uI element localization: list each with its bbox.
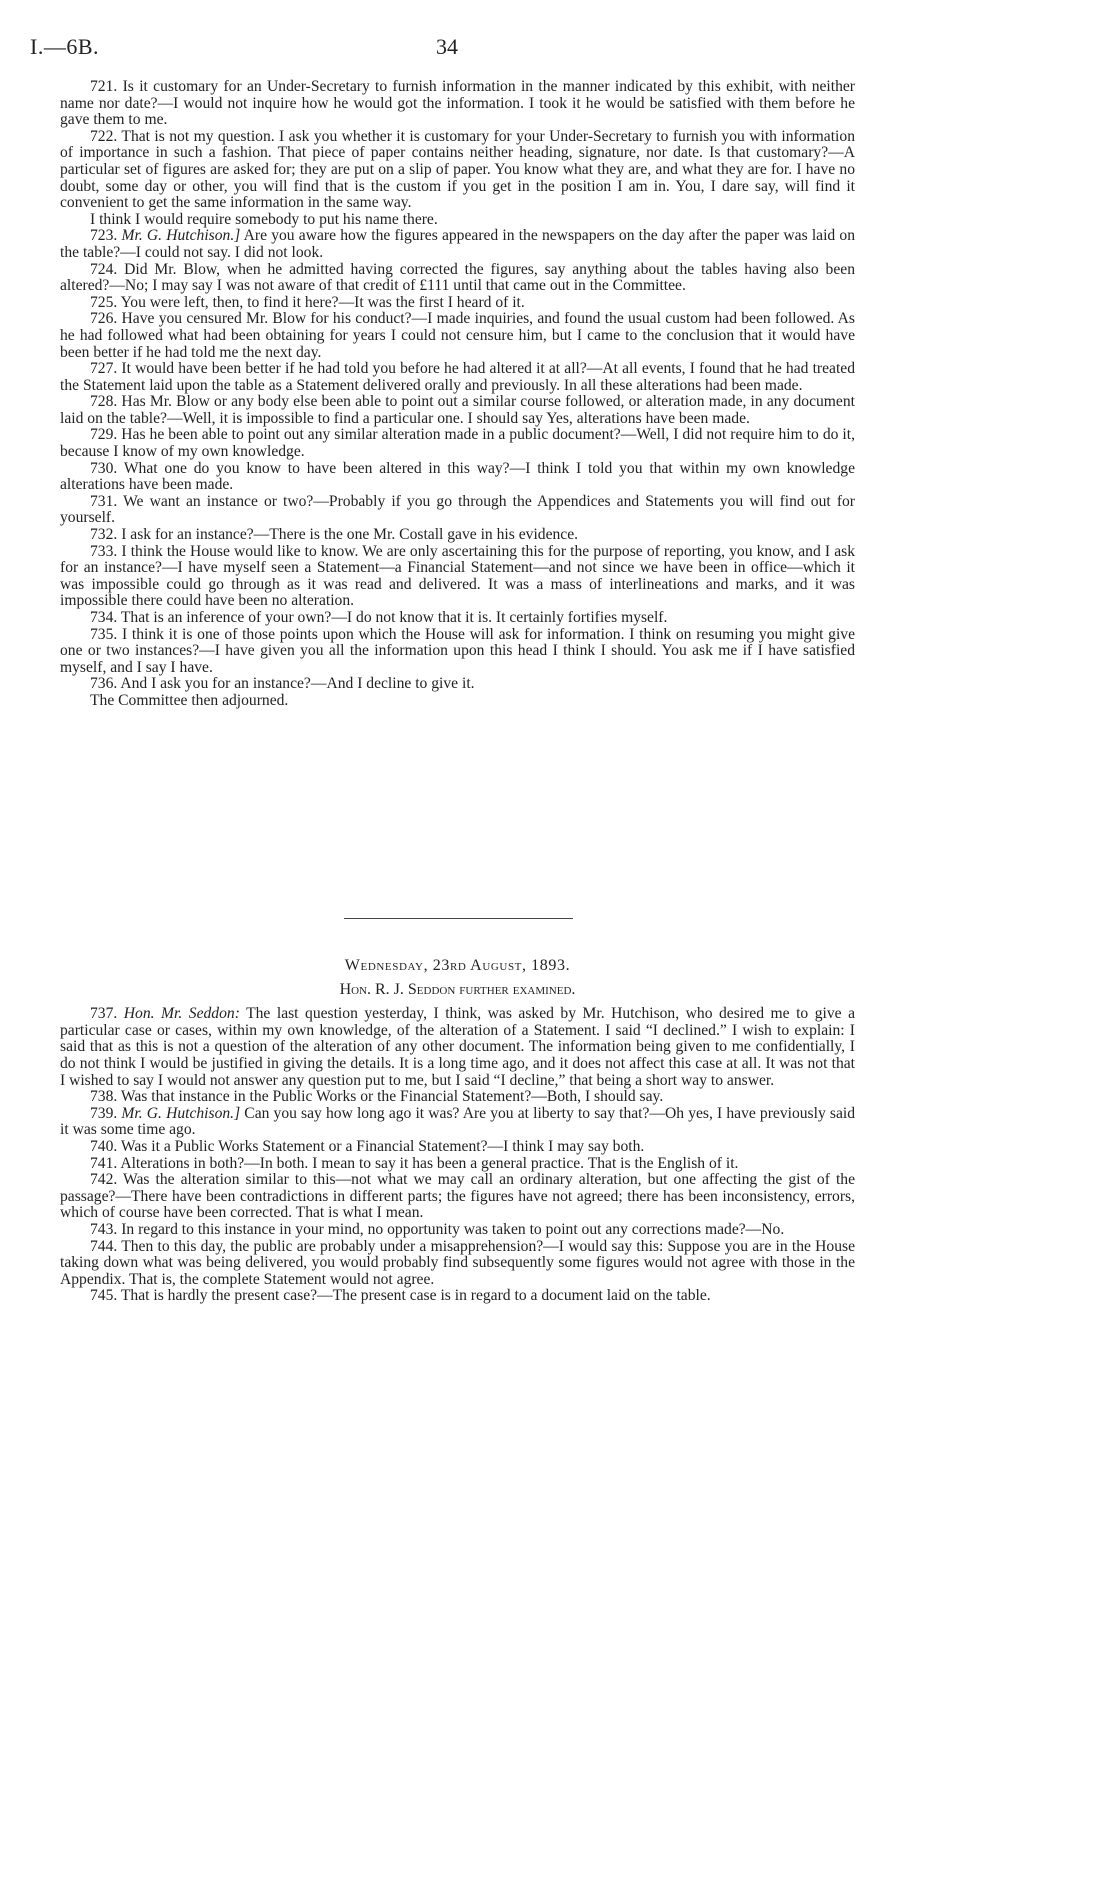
paragraph-724: 724. Did Mr. Blow, when he admitted having corrected the figures, say anything about the tables having also been altered?—No; I may say I was not aware of that credit of £111 until that came out in the Committee. (60, 260, 855, 295)
paragraph-729: 729. Has he been able to point out any similar alteration made in a public document?—Well, I did not require him to do it, because I know of my own knowledge. (60, 426, 855, 461)
question-number: 723. (90, 227, 122, 245)
page-header (30, 34, 910, 66)
evidence-body (60, 79, 855, 710)
paragraph-739 (60, 1106, 855, 1139)
paragraph-723 (60, 228, 855, 261)
paragraph-734: 734. That is an inference of your own?—I do not know that it is. It certainly fortifies myself. (90, 609, 668, 626)
paragraph-726: 726. Have you censured Mr. Blow for his conduct?—I made inquiries, and found the usual custom had been followed. As he had followed what had been obtaining for years I could not censure him, but I came to the conclusion that it would have been better if he had told me the next day. (60, 310, 855, 361)
section-divider (344, 918, 573, 919)
paragraph-725: 725. You were left, then, to find it here?—It was the first I heard of it. (90, 293, 525, 311)
question-number: 737. (90, 1005, 124, 1023)
witness-heading: Hon. R. J. Seddon further examined. (339, 980, 576, 998)
session-date-heading: Wednesday, 23rd August, 1893. (344, 957, 571, 974)
speaker-name: Hon. Mr. Seddon: (123, 1005, 240, 1023)
paragraph-740: 740. Was it a Public Works Statement or a Financial Statement?—I think I may say both. (90, 1137, 645, 1155)
paragraph-732: 732. I ask for an instance?—There is the one Mr. Costall gave in his evidence. (90, 526, 579, 544)
paragraph-742: 742. Was the alteration similar to this—not what we may call an ordinary alteration, but one affecting the gist of the passage?—There have been contradictions in different parts; the figures have not agreed; there has been inconsistency, errors, which of course have been corrected. That is what I mean. (60, 1171, 855, 1222)
page-number: 34 (436, 34, 458, 59)
document-reference: I.—6B. (30, 34, 99, 59)
paragraph-745: 745. That is hardly the present case?—The present case is in regard to a document laid on the table. (90, 1287, 711, 1305)
paragraph-733: 733. I think the House would like to know. We are only ascertaining this for the purpose of reporting, you know, and I ask for an instance?—I have myself seen a Statement—a Financial Statement—and not since we have been in office—which it was impossible could go through as it was read and delivered. It was a mass of interlineations and marks, and it was impossible there could have been no alteration. (60, 542, 855, 610)
second-session (60, 958, 855, 1305)
question-number: 739. (90, 1104, 122, 1122)
paragraph-727: 727. It would have been better if he had told you before he had altered it at all?—At all events, I found that he had treated the Statement laid upon the table as a Statement delivered orally and previously. In all these alterations had been made. (60, 360, 855, 394)
paragraph-744: 744. Then to this day, the public are probably under a misapprehension?—I would say this: Suppose you are in the House taking down what was being delivered, you would probably find subsequently some figures would not agree with those in the Appendix. That is, the complete Statement would not agree. (60, 1237, 855, 1288)
paragraph-743: 743. In regard to this instance in your mind, no opportunity was taken to point out any corrections made?—No. (90, 1220, 785, 1238)
speaker-name: Mr. G. Hutchison.] (121, 1104, 241, 1122)
speaker-name: Mr. G. Hutchison.] (121, 227, 241, 245)
paragraph-722: 722. That is not my question. I ask you whether it is customary for your Under-Secretary to furnish you with information of importance in such a fashion. That piece of paper contains neither heading, signature, nor date. Is that customary?—A particular set of figures are asked for; they are put on a slip of paper. You know what they are, and what they are for. I have no doubt, some day or other, you will find that is the custom if you get in the position I am in. You, I dare say, will find it convenient to get the same information in the same way. (60, 127, 855, 212)
paragraph-741: 741. Alterations in both?—In both. I mean to say it has been a general practice. That is the English of it. (90, 1154, 739, 1172)
paragraph-text: Are you aware how the figures appeared in the newspapers on the day after the paper was laid on the table?—I could not say. I did not look. (60, 227, 856, 261)
paragraph-737 (60, 1006, 855, 1089)
paragraph-text: The last question yesterday, I think, was asked by Mr. Hutchison, who desired me to give a particular case or cases, within my own knowledge, of the alteration of a Statement. I said “I declined.” I wish to explain: I said that as this is not a question of the alteration of any other document. The information being given to me confidentially, I do not think I would be justified in giving the details. It is a long time ago, and it does not affect this case at all. It was not that I wished to say I would not answer any question put to me, but I said “I decline,” that being a short way to answer. (60, 1005, 855, 1089)
paragraph-735: 735. I think it is one of those points upon which the House will ask for information. I think on resuming you might give one or two instances?—I have given you all the information upon this head I think I should. You ask me if I have satisfied myself, and I say I have. (60, 625, 855, 676)
paragraph-736: 736. And I ask you for an instance?—And I decline to give it. (90, 675, 475, 693)
paragraph-721: 721. Is it customary for an Under-Secretary to furnish information in the manner indicated by this exhibit, with neither name nor date?—I would not inquire how he would got the information. I took it he would be satisfied with them before he gave them to me. (60, 78, 855, 129)
paragraph-731: 731. We want an instance or two?—Probably if you go through the Appendices and Statements you will find out for yourself. (60, 492, 855, 527)
paragraph-738: 738. Was that instance in the Public Works or the Financial Statement?—Both, I should say. (90, 1088, 664, 1106)
paragraph-730: 730. What one do you know to have been altered in this way?—I think I told you that within my own knowledge alterations have been made. (60, 459, 855, 494)
adjournment-note: The Committee then adjourned. (90, 691, 289, 709)
paragraph-728: 728. Has Mr. Blow or any body else been able to point out a similar course followed, or alteration made, in any document laid on the table?—Well, it is impossible to find a particular one. I should say Yes, alterations have been made. (60, 393, 855, 427)
paragraph-722-continued: I think I would require somebody to put his name there. (90, 210, 438, 228)
paragraph-text: Can you say how long ago it was? Are you at liberty to say that?—Oh yes, I have previously said it was some time ago. (60, 1104, 855, 1139)
